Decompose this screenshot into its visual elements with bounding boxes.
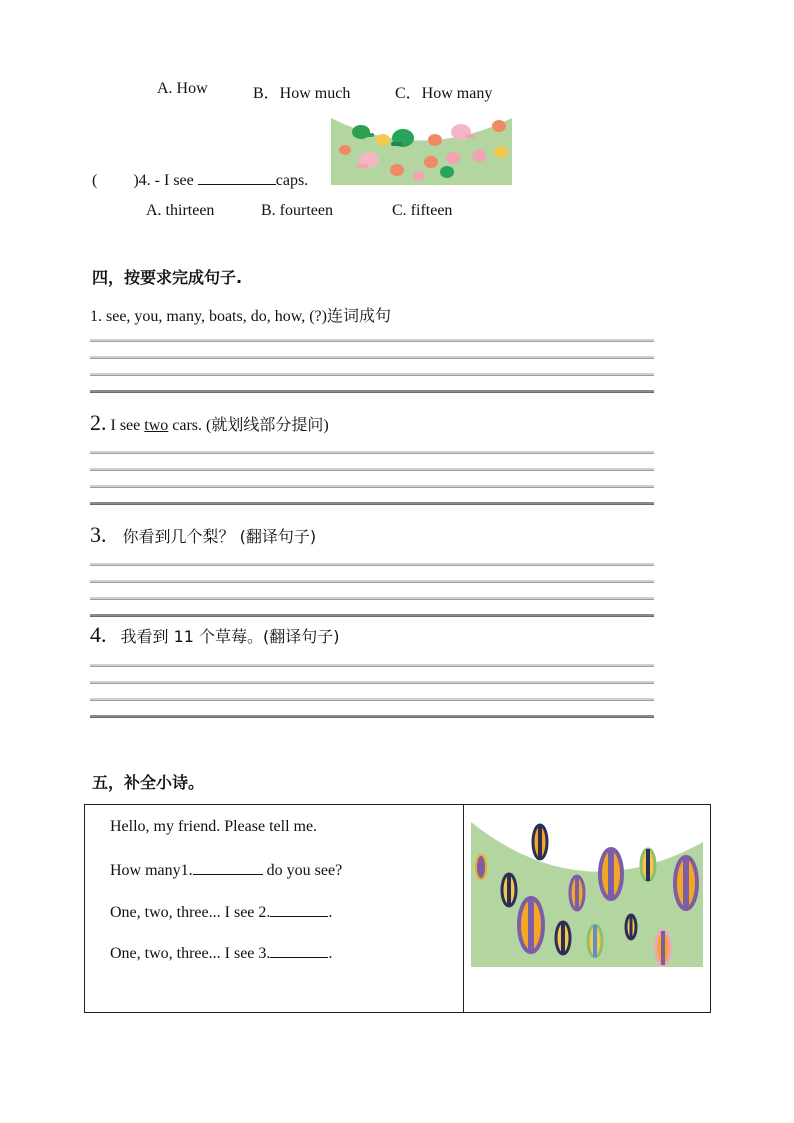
q4s-number: 4. xyxy=(90,622,107,647)
poem-line-2-post: do you see? xyxy=(266,862,343,879)
poem-line-1: Hello, my friend. Please tell me. xyxy=(110,818,318,835)
poem-line-4 xyxy=(110,943,332,963)
q3-number: 3. xyxy=(90,522,107,547)
poem-blank-1[interactable] xyxy=(193,860,263,875)
q4-text-before: - I see xyxy=(154,172,194,189)
q4-line xyxy=(92,170,308,190)
q3-option-a: A. How xyxy=(157,80,208,97)
answer-lines-4[interactable] xyxy=(90,664,654,732)
q4s-text: 我看到 11 个草莓。(翻译句子) xyxy=(120,627,340,646)
poem-line-2 xyxy=(110,860,342,880)
balls-illustration xyxy=(471,820,703,967)
poem-line-4-post: . xyxy=(328,945,333,962)
section4-q2 xyxy=(90,410,329,436)
poem-line-2-pre: How many1. xyxy=(110,862,193,879)
q2-number: 2. xyxy=(90,410,107,435)
q3-text: 你看到几个梨？ (翻译句子) xyxy=(122,527,317,546)
q2-pre: I see xyxy=(110,417,141,434)
q4-text-after: caps. xyxy=(275,172,309,189)
section4-q3 xyxy=(90,522,316,548)
q2-underlined: two xyxy=(144,417,169,434)
answer-lines-2[interactable] xyxy=(90,451,654,519)
section5-heading: 五，补全小诗。 xyxy=(92,773,205,792)
q3-option-b: B．How much xyxy=(253,85,351,102)
section4-q1: 1. see, you, many, boats, do, how, (?)连词成句 xyxy=(90,308,391,325)
q4-option-c: C. fifteen xyxy=(392,202,453,219)
section4-heading: 四，按要求完成句子. xyxy=(92,268,243,287)
section4-q4 xyxy=(90,622,340,648)
q4-option-a: A. thirteen xyxy=(146,202,215,219)
q2-post: cars. (就划线部分提问) xyxy=(172,417,329,434)
q3-option-c: C．How many xyxy=(395,85,493,102)
poem-blank-2[interactable] xyxy=(270,902,328,917)
poem-blank-3[interactable] xyxy=(270,943,328,958)
answer-lines-1[interactable] xyxy=(90,339,654,407)
caps-illustration xyxy=(331,118,512,185)
poem-divider xyxy=(463,805,464,1012)
q4-option-b: B. fourteen xyxy=(261,202,333,219)
poem-line-4-pre: One, two, three... I see 3. xyxy=(110,945,271,962)
answer-lines-3[interactable] xyxy=(90,563,654,631)
poem-line-3 xyxy=(110,902,332,922)
q4-blank[interactable] xyxy=(198,170,276,185)
q4-number: )4. xyxy=(133,172,151,189)
poem-line-3-post: . xyxy=(328,904,333,921)
q4-paren-open: ( xyxy=(92,172,98,189)
poem-line-3-pre: One, two, three... I see 2. xyxy=(110,904,271,921)
poem-table xyxy=(84,804,711,1013)
